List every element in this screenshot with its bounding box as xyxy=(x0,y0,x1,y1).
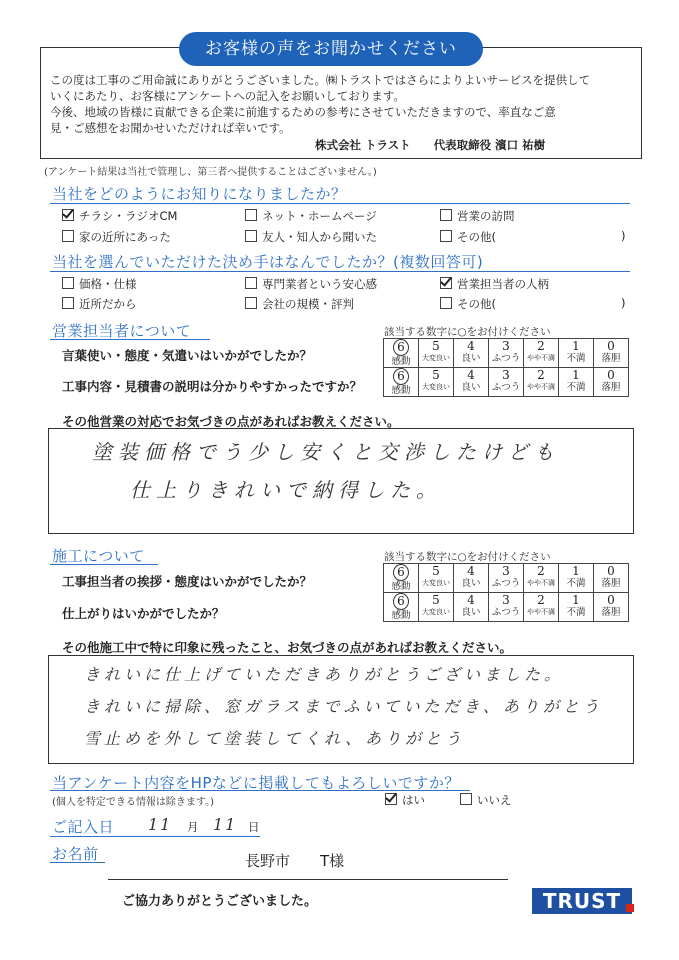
rating-value: 4 xyxy=(467,564,475,578)
rating-cell[interactable] xyxy=(489,564,524,593)
intro-text xyxy=(50,72,630,136)
checkbox-icon[interactable] xyxy=(440,209,452,221)
date-underline xyxy=(50,836,260,837)
q2-option[interactable]: 営業担当者の人柄 xyxy=(440,276,549,292)
checkbox-icon[interactable] xyxy=(62,297,74,309)
rating-cell[interactable] xyxy=(384,339,419,368)
rating-cell[interactable] xyxy=(384,368,419,397)
thanks-text: ご協力ありがとうございました。 xyxy=(122,894,318,909)
rating-label: 良い xyxy=(461,578,481,589)
sales-rating-table xyxy=(383,338,629,397)
rating-cell[interactable] xyxy=(384,564,419,593)
rating-cell[interactable] xyxy=(454,564,489,593)
rating-label: 落胆 xyxy=(601,353,621,364)
rating-value: 5 xyxy=(432,339,440,353)
rating-cell[interactable] xyxy=(594,564,629,593)
q2-option[interactable]: 近所だから xyxy=(62,296,137,312)
rating-value: 2 xyxy=(537,339,545,353)
rating-cell[interactable] xyxy=(419,564,454,593)
rating-value: 5 xyxy=(432,564,440,578)
rating-cell[interactable] xyxy=(419,339,454,368)
rating-value-selected: 6 xyxy=(393,368,409,385)
publish-title: 当アンケート内容をHPなどに掲載してもよろしいですか？ xyxy=(52,774,460,792)
name-underline xyxy=(108,879,508,880)
day-unit: 日 xyxy=(248,820,260,834)
sales-question-2: 工事内容・見積書の説明は分かりやすかったですか？ xyxy=(62,379,363,394)
construction-question-2: 仕上がりはいかがでしたか？ xyxy=(62,606,225,621)
sales-question-1: 言葉使い・態度・気遣いはいかがでしたか？ xyxy=(62,348,313,363)
checkbox-icon[interactable] xyxy=(440,230,452,242)
rating-value-selected: 6 xyxy=(393,593,409,610)
rating-label: ふつう xyxy=(491,353,521,364)
rating-value: 4 xyxy=(467,368,475,382)
construction-section-title: 施工について xyxy=(52,547,145,565)
rating-cell[interactable] xyxy=(524,593,559,622)
rating-value: 5 xyxy=(432,368,440,382)
divider xyxy=(50,790,470,791)
divider xyxy=(50,339,210,340)
q2-title: 当社を選んでいただけた決め手はなんでしたか？(複数回答可) xyxy=(52,253,484,271)
rating-label: やや不満 xyxy=(527,354,555,362)
construction-rating-table xyxy=(383,563,629,622)
rating-label: 不満 xyxy=(566,353,586,364)
rating-label: ふつう xyxy=(491,607,521,618)
rating-value: 0 xyxy=(607,368,615,382)
rating-cell[interactable] xyxy=(559,339,594,368)
checkbox-checked-icon[interactable] xyxy=(440,277,452,289)
rating-cell[interactable] xyxy=(419,593,454,622)
construction-question-1: 工事担当者の挨拶・態度はいかがでしたか？ xyxy=(62,574,313,589)
rating-value: 1 xyxy=(572,339,580,353)
rating-cell[interactable] xyxy=(454,339,489,368)
rating-label: やや不満 xyxy=(527,579,555,587)
q2-option[interactable]: 会社の規模・評判 xyxy=(245,296,354,312)
rating-label: 感動 xyxy=(391,385,411,396)
rating-row xyxy=(384,564,629,593)
intro-line: 見・ご感想をお聞かせいただければ幸いです。 xyxy=(50,121,291,135)
rating-cell[interactable] xyxy=(594,368,629,397)
publish-yes-option[interactable]: はい xyxy=(385,792,425,808)
rating-cell[interactable] xyxy=(489,339,524,368)
rating-cell[interactable] xyxy=(594,339,629,368)
rating-label: 落胆 xyxy=(601,382,621,393)
q1-option[interactable]: 営業の訪問 xyxy=(440,208,515,224)
handwritten-comment: 雪止めを外して塗装してくれ、ありがとう xyxy=(84,729,465,748)
rating-value: 2 xyxy=(537,593,545,607)
rating-value: 4 xyxy=(467,339,475,353)
checkbox-icon[interactable] xyxy=(245,230,257,242)
checkbox-icon[interactable] xyxy=(62,230,74,242)
rating-label: 不満 xyxy=(566,607,586,618)
q1-option[interactable]: 家の近所にあった xyxy=(62,229,171,245)
rating-value: 2 xyxy=(537,368,545,382)
checkbox-icon[interactable] xyxy=(460,793,472,805)
rating-label: 大変良い xyxy=(422,608,450,616)
rating-cell[interactable] xyxy=(524,564,559,593)
signature: 株式会社 トラスト 代表取締役 濱口 祐樹 xyxy=(315,138,546,152)
checkbox-icon[interactable] xyxy=(62,277,74,289)
q1-option[interactable]: チラシ・ラジオCM xyxy=(62,208,177,224)
rating-row xyxy=(384,339,629,368)
rating-label: 良い xyxy=(461,353,481,364)
handwritten-comment: 仕上りきれいで納得した。 xyxy=(130,478,442,502)
q1-option[interactable]: ネット・ホームページ xyxy=(245,208,377,224)
q1-option[interactable]: 友人・知人から聞いた xyxy=(245,229,377,245)
checkbox-checked-icon[interactable] xyxy=(62,209,74,221)
q2-option[interactable]: 価格・仕様 xyxy=(62,276,137,292)
rating-label: 大変良い xyxy=(422,354,450,362)
handwritten-comment: きれいに掃除、窓ガラスまでふいていただき、ありがとう xyxy=(84,697,603,716)
publish-no-option[interactable]: いいえ xyxy=(460,792,512,808)
checkbox-icon[interactable] xyxy=(440,297,452,309)
name-label: お名前 xyxy=(52,845,99,863)
q2-option[interactable]: 専門業者という安心感 xyxy=(245,276,377,292)
close-paren: ) xyxy=(621,229,626,243)
rating-cell[interactable] xyxy=(559,564,594,593)
intro-line: この度は工事のご用命誠にありがとうございました。㈱トラストではさらによりよいサービスを提供して xyxy=(50,73,591,87)
rating-label: 落胆 xyxy=(601,607,621,618)
rating-value: 1 xyxy=(572,593,580,607)
divider xyxy=(50,862,105,863)
close-paren: ) xyxy=(621,296,626,310)
rating-cell[interactable] xyxy=(489,593,524,622)
rating-value: 3 xyxy=(502,564,510,578)
rating-value-selected: 6 xyxy=(393,339,409,356)
rating-row xyxy=(384,368,629,397)
rating-label: 感動 xyxy=(391,610,411,621)
rating-cell[interactable] xyxy=(559,368,594,397)
intro-line: 今後、地域の皆様に貢献できる企業に前進するための参考にさせていただきますので、率直なご意 xyxy=(50,105,556,119)
rating-label: ふつう xyxy=(491,578,521,589)
rating-value-selected: 6 xyxy=(393,564,409,581)
handwritten-comment: きれいに仕上げていただきありがとうございました。 xyxy=(84,665,565,684)
month-unit: 月 xyxy=(187,820,199,834)
rating-value: 2 xyxy=(537,564,545,578)
rating-value: 3 xyxy=(502,339,510,353)
rating-value: 3 xyxy=(502,593,510,607)
date-day[interactable]: 11 xyxy=(213,815,238,834)
divider xyxy=(50,271,630,272)
rating-cell[interactable] xyxy=(454,593,489,622)
rating-value: 5 xyxy=(432,593,440,607)
divider xyxy=(50,564,158,565)
rating-value: 1 xyxy=(572,368,580,382)
rating-label: 不満 xyxy=(566,382,586,393)
rating-value: 3 xyxy=(502,368,510,382)
handwritten-comment: 塗装価格でう少し安くと交渉したけども xyxy=(92,440,560,464)
rating-cell[interactable] xyxy=(419,368,454,397)
checkbox-icon[interactable] xyxy=(245,297,257,309)
divider xyxy=(50,203,630,204)
rating-header: 該当する数字に○をお付けください xyxy=(384,326,551,338)
checkbox-icon[interactable] xyxy=(245,277,257,289)
rating-row xyxy=(384,593,629,622)
rating-label: 大変良い xyxy=(422,383,450,391)
q1-option[interactable]: その他( xyxy=(440,229,496,245)
rating-cell[interactable] xyxy=(594,593,629,622)
rating-cell[interactable] xyxy=(384,593,419,622)
trust-logo: TRUST xyxy=(532,888,632,914)
rating-label: やや不満 xyxy=(527,383,555,391)
rating-label: 不満 xyxy=(566,578,586,589)
q1-title: 当社をどのようにお知りになりましたか？ xyxy=(52,185,347,203)
rating-value: 1 xyxy=(572,564,580,578)
rating-value: 0 xyxy=(607,593,615,607)
rating-value: 0 xyxy=(607,339,615,353)
rating-label: 感動 xyxy=(391,581,411,592)
rating-cell[interactable] xyxy=(489,368,524,397)
rating-value: 0 xyxy=(607,564,615,578)
rating-label: ふつう xyxy=(491,382,521,393)
rating-label: 大変良い xyxy=(422,579,450,587)
rating-cell[interactable] xyxy=(454,368,489,397)
privacy-note: (アンケート結果は当社で管理し、第三者へ提供することはございません。) xyxy=(44,167,377,178)
rating-cell[interactable] xyxy=(524,368,559,397)
checkbox-checked-icon[interactable] xyxy=(385,793,397,805)
rating-label: 良い xyxy=(461,607,481,618)
rating-label: 落胆 xyxy=(601,578,621,589)
rating-label: やや不満 xyxy=(527,608,555,616)
name-value[interactable]: 長野市 T様 xyxy=(245,852,345,870)
date-month[interactable]: 11 xyxy=(148,815,173,834)
rating-label: 良い xyxy=(461,382,481,393)
rating-value: 4 xyxy=(467,593,475,607)
rating-header: 該当する数字に○をお付けください xyxy=(384,551,551,563)
publish-note: (個人を特定できる情報は除きます。) xyxy=(52,797,215,808)
date-label: ご記入日 xyxy=(52,818,115,836)
rating-label: 感動 xyxy=(391,356,411,367)
intro-line: いくにあたり、お客様にアンケートへの記入をお願いしております。 xyxy=(50,89,405,103)
q2-option[interactable]: その他( xyxy=(440,296,496,312)
checkbox-icon[interactable] xyxy=(245,209,257,221)
construction-comment-prompt: その他施工中で特に印象に残ったこと、お気づきの点があればお教えください。 xyxy=(62,640,513,655)
sales-comment-prompt: その他営業の対応でお気づきの点があればお教えください。 xyxy=(62,414,400,429)
rating-cell[interactable] xyxy=(559,593,594,622)
sales-section-title: 営業担当者について xyxy=(52,322,192,340)
rating-cell[interactable] xyxy=(524,339,559,368)
page-title: お客様の声をお聞かせください xyxy=(181,34,481,64)
